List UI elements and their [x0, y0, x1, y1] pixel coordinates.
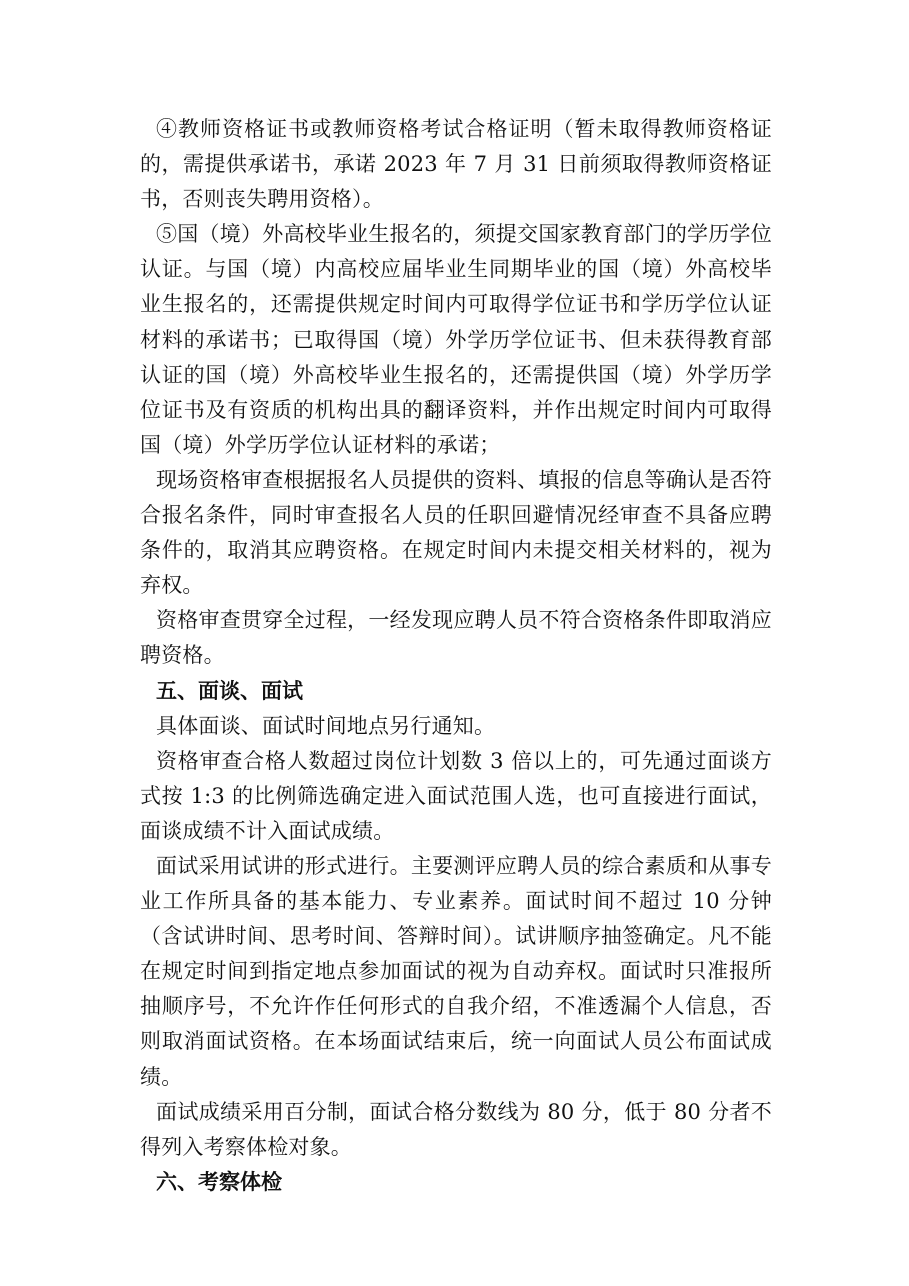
section-heading-interview: 五、面谈、面试	[156, 678, 303, 703]
para-interview-screening: 资格审查合格人数超过岗位计划数 3 倍以上的，可先通过面谈方式按 1:3 的比例筛选确定进入面试范围人选，也可直接进行面试，面谈成绩不计入面试成绩。	[140, 748, 772, 843]
para-overseas-graduates: ⑤国（境）外高校毕业生报名的，须提交国家教育部门的学历学位认证。与国（境）内高校应届毕业生同期毕业的国（境）外高校毕业生报名的，还需提供规定时间内可取得学位证书和学历学位认证材料的承诺书；已取得国（境）外学历学位证书、但未获得教育部认证的国（境）外高校毕业生报名的，还需提供国（境）外学历学位证书及有资质的机构出具的翻译资料，并作出规定时间内可取得国（境）外学历学位认证材料的承诺；	[140, 222, 772, 457]
para-interview-format: 面试采用试讲的形式进行。主要测评应聘人员的综合素质和从事专业工作所具备的基本能力、专业素养。面试时间不超过 10 分钟（含试讲时间、思考时间、答辩时间）。试讲顺序抽签确定。凡不能在规定时间到指定地点参加面试的视为自动弃权。面试时只准报所抽顺序号，不允许作任何形式的自我介绍，不准透漏个人信息，否则取消面试资格。在本场面试结束后，统一向面试人员公布面试成绩。	[140, 853, 772, 1089]
para-review-throughout: 资格审查贯穿全过程，一经发现应聘人员不符合资格条件即取消应聘资格。	[140, 608, 772, 668]
para-teacher-certificate: ④教师资格证书或教师资格考试合格证明（暂未取得教师资格证的，需提供承诺书，承诺 2023 年 7 月 31 日前须取得教师资格证书，否则丧失聘用资格）。	[140, 117, 772, 212]
para-interview-scoring: 面试成绩采用百分制，面试合格分数线为 80 分，低于 80 分者不得列入考察体检对象。	[140, 1099, 772, 1159]
section-heading-inspection: 六、考察体检	[156, 1169, 282, 1194]
document-body	[140, 112, 772, 1200]
para-interview-notice: 具体面谈、面试时间地点另行通知。	[156, 713, 496, 738]
para-onsite-review: 现场资格审查根据报名人员提供的资料、填报的信息等确认是否符合报名条件，同时审查报名人员的任职回避情况经审查不具备应聘条件的，取消其应聘资格。在规定时间内未提交相关材料的，视为弃权。	[140, 467, 772, 598]
